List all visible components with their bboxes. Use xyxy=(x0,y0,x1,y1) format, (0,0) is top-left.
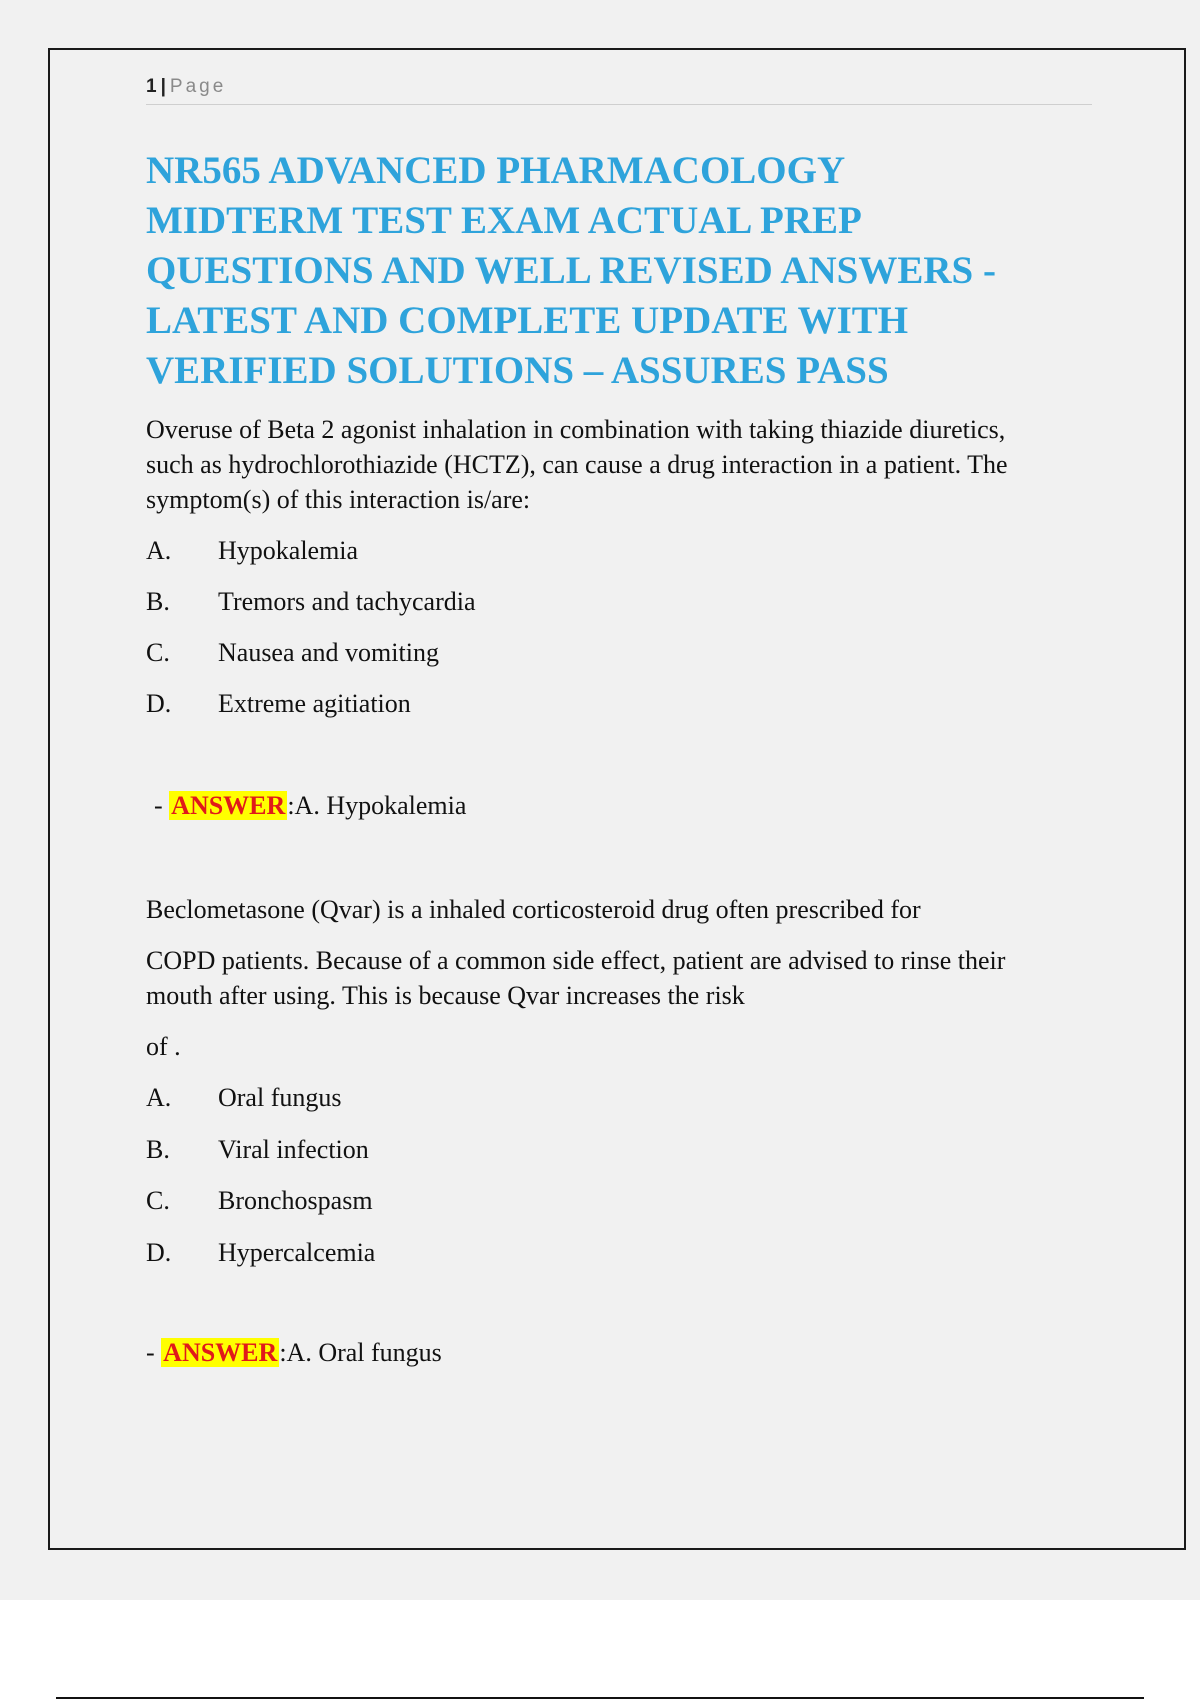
q1-option-b xyxy=(146,584,476,619)
q1-option-a xyxy=(146,533,358,568)
question-1-text xyxy=(146,412,1106,517)
question-2-end xyxy=(146,1029,1106,1064)
q2-option-a xyxy=(146,1080,341,1115)
q1-option-d xyxy=(146,686,411,721)
option-text: Viral infection xyxy=(218,1135,369,1164)
answer-prefix: - xyxy=(154,791,163,820)
answer-label: ANSWER xyxy=(171,791,286,820)
option-text: Nausea and vomiting xyxy=(218,638,439,667)
option-text: Extreme agitiation xyxy=(218,689,411,718)
question-line: mouth after using. This is because Qvar increases the risk xyxy=(146,981,745,1010)
option-letter: C. xyxy=(146,1186,170,1215)
answer-label: ANSWER xyxy=(163,1338,278,1367)
page-label: Page xyxy=(169,76,227,97)
answer-text: :A. Oral fungus xyxy=(279,1338,442,1367)
option-letter: A. xyxy=(146,536,172,565)
title-line: VERIFIED SOLUTIONS – ASSURES PASS xyxy=(146,349,889,392)
option-text: Bronchospasm xyxy=(218,1186,373,1215)
answer-prefix: - xyxy=(146,1338,155,1367)
q2-option-c xyxy=(146,1183,373,1218)
title-line: MIDTERM TEST EXAM ACTUAL PREP xyxy=(146,199,862,242)
question-line: Beclometasone (Qvar) is a inhaled corticosteroid drug often prescribed for xyxy=(146,895,921,924)
option-letter: D. xyxy=(146,689,172,718)
option-text: Tremors and tachycardia xyxy=(218,587,476,616)
q2-option-b xyxy=(146,1132,369,1167)
question-line: Overuse of Beta 2 agonist inhalation in combination with taking thiazide diuretics, xyxy=(146,415,1006,444)
bottom-rule xyxy=(56,1697,1144,1699)
q2-option-d xyxy=(146,1235,375,1270)
question-line: symptom(s) of this interaction is/are: xyxy=(146,485,531,514)
question-line: such as hydrochlorothiazide (HCTZ), can cause a drug interaction in a patient. The xyxy=(146,450,1008,479)
option-letter: B. xyxy=(146,587,170,616)
q2-answer xyxy=(146,1335,442,1370)
option-text: Oral fungus xyxy=(218,1083,342,1112)
page-number: 1 xyxy=(146,76,157,97)
page-separator: | xyxy=(160,76,166,97)
title-line: NR565 ADVANCED PHARMACOLOGY xyxy=(146,149,846,192)
q1-answer xyxy=(154,788,466,823)
option-letter: D. xyxy=(146,1238,172,1267)
question-line: COPD patients. Because of a common side effect, patient are advised to rinse their xyxy=(146,946,1006,975)
question-2-intro xyxy=(146,892,1106,927)
option-letter: A. xyxy=(146,1083,172,1112)
page-header xyxy=(146,74,1092,105)
document-title xyxy=(146,146,1106,396)
title-line: LATEST AND COMPLETE UPDATE WITH xyxy=(146,299,909,342)
answer-text: :A. Hypokalemia xyxy=(287,791,467,820)
option-text: Hypercalcemia xyxy=(218,1238,376,1267)
option-letter: B. xyxy=(146,1135,170,1164)
option-letter: C. xyxy=(146,638,170,667)
document-page xyxy=(48,48,1186,1550)
question-2-text xyxy=(146,943,1106,1013)
q1-option-c xyxy=(146,635,439,670)
question-line: of . xyxy=(146,1032,181,1061)
option-text: Hypokalemia xyxy=(218,536,359,565)
title-line: QUESTIONS AND WELL REVISED ANSWERS - xyxy=(146,249,996,292)
